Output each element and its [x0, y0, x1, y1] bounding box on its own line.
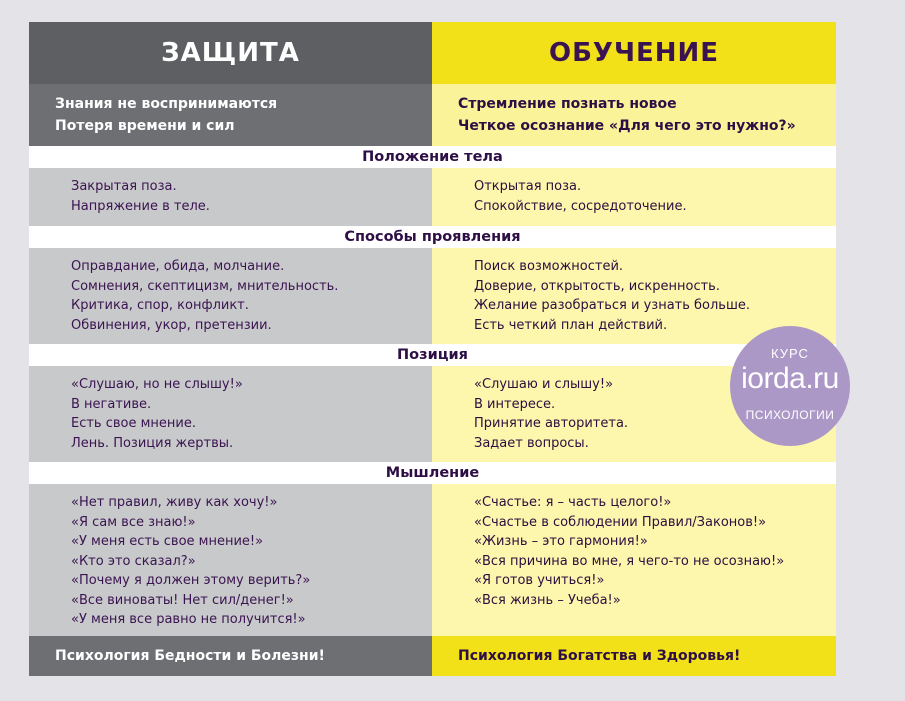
list-item: Доверие, открытость, искренность. — [474, 278, 720, 294]
comparison-table — [29, 22, 836, 676]
list-item: Есть четкий план действий. — [474, 317, 668, 333]
footer-row — [29, 636, 836, 676]
section-title-thinking: Мышление — [29, 462, 836, 484]
list-item: «Кто это сказал?» — [71, 553, 196, 569]
list-item: Спокойствие, сосредоточение. — [474, 198, 687, 214]
section-manifestation — [29, 248, 836, 344]
list-item: «Я сам все знаю!» — [71, 514, 196, 530]
list-item: «У меня все равно не получится!» — [71, 612, 306, 627]
list-item: Обвинения, укор, претензии. — [71, 317, 272, 333]
footer-defense: Психология Бедности и Болезни! — [29, 636, 432, 676]
list-item: «Счастье: я – часть целого!» — [474, 495, 672, 510]
section-title-position: Позиция — [29, 344, 836, 366]
section-body-position — [29, 168, 836, 226]
intro-row — [29, 84, 836, 146]
list-item: «Жизнь – это гармония!» — [474, 534, 648, 549]
list-item: Поиск возможностей. — [474, 259, 624, 274]
list-item: «Вся жизнь – Учеба!» — [474, 592, 621, 608]
list-item: Принятие авторитета. — [474, 416, 629, 431]
list-item: «Все виноваты! Нет сил/денег!» — [71, 592, 294, 608]
list-item: Желание разобраться и узнать больше. — [474, 298, 750, 313]
section-learning-cell — [432, 484, 836, 636]
list-item: «У меня есть свое мнение!» — [71, 534, 264, 549]
section-defense-cell — [29, 248, 432, 344]
badge-top-text: КУРС — [771, 346, 809, 361]
list-item: Есть свое мнение. — [71, 416, 197, 431]
intro-learning — [432, 84, 836, 146]
section-thinking — [29, 484, 836, 636]
section-defense-cell — [29, 366, 432, 462]
header-learning: ОБУЧЕНИЕ — [432, 22, 836, 84]
list-item: В негативе. — [71, 396, 152, 412]
list-item: «Слушаю и слышу!» — [474, 377, 614, 392]
list-item: «Вся причина во мне, я чего-то не осознаю!» — [474, 553, 785, 569]
list-item: Закрытая поза. — [71, 179, 177, 194]
iorda-logo-badge — [730, 326, 850, 446]
footer-learning: Психология Богатства и Здоровья! — [432, 636, 836, 676]
list-item: «Я готов учиться!» — [474, 573, 605, 588]
badge-main-text: iorda.ru — [741, 362, 839, 395]
badge-bottom-text: ПСИХОЛОГИИ — [745, 408, 835, 422]
intro-defense-line: Потеря времени и сил — [55, 118, 235, 134]
list-item: Напряжение в теле. — [71, 198, 210, 214]
list-item: Задает вопросы. — [474, 435, 589, 451]
list-item: Открытая поза. — [474, 179, 582, 194]
header-defense: ЗАЩИТА — [29, 22, 432, 84]
section-defense-cell — [29, 484, 432, 636]
intro-defense-line: Знания не воспринимаются — [55, 96, 278, 112]
section-position — [29, 366, 836, 462]
list-item: Лень. Позиция жертвы. — [71, 435, 234, 451]
list-item: «Счастье в соблюдении Правил/Законов!» — [474, 514, 767, 530]
list-item: Оправдание, обида, молчание. — [71, 259, 285, 274]
section-defense-cell — [29, 168, 432, 226]
list-item: «Слушаю, но не слышу!» — [71, 377, 243, 392]
section-learning-cell — [432, 168, 836, 226]
intro-learning-line: Стремление познать новое — [458, 96, 677, 112]
section-title-manifestation: Способы проявления — [29, 226, 836, 248]
list-item: Сомнения, скептицизм, мнительность. — [71, 278, 339, 294]
list-item: Критика, спор, конфликт. — [71, 298, 249, 313]
list-item: «Нет правил, живу как хочу!» — [71, 495, 278, 510]
list-item: «Почему я должен этому верить?» — [71, 573, 311, 588]
intro-defense — [29, 84, 432, 146]
intro-learning-line: Четкое осознание «Для чего это нужно?» — [458, 118, 796, 134]
list-item: В интересе. — [474, 396, 556, 412]
section-title-body-position: Положение тела — [29, 146, 836, 168]
header-row — [29, 22, 836, 84]
